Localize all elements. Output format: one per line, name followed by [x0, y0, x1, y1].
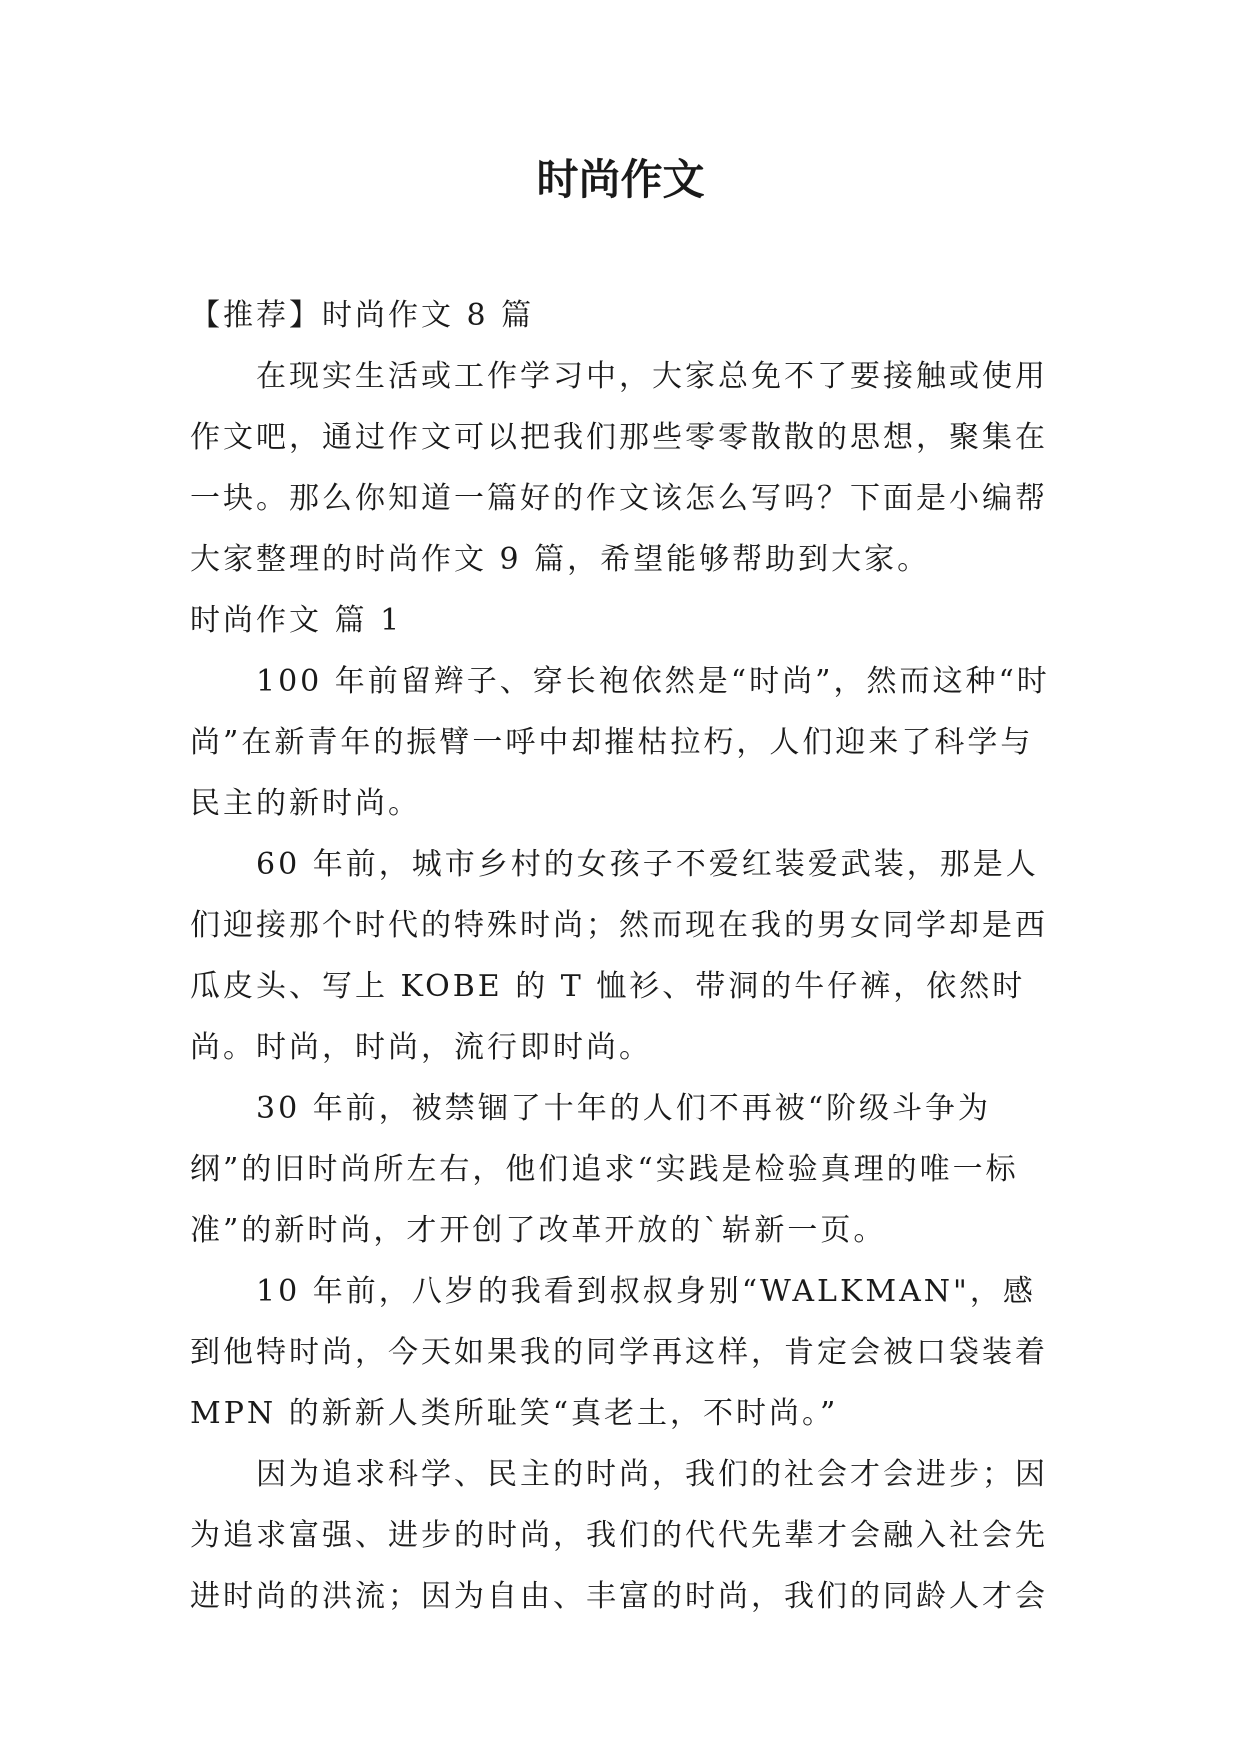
document-subtitle: 【推荐】时尚作文 8 篇 [190, 298, 535, 333]
body-paragraph: 10 年前，八岁的我看到叔叔身别“WALKMAN"，感到他特时尚，今天如果我的同学再这样，肯定会被口袋装着 MPN 的新新人类所耻笑“真老土，不时尚。” [190, 1274, 1048, 1431]
document-body [190, 285, 1050, 1627]
intro-paragraph: 在现实生活或工作学习中，大家总免不了要接触或使用作文吧，通过作文可以把我们那些零零散散的思想，聚集在一块。那么你知道一篇好的作文该怎么写吗？下面是小编帮大家整理的时尚作文 9 篇，希望能够帮助到大家。 [190, 359, 1048, 577]
document-title: 时尚作文 [536, 155, 705, 204]
body-paragraph: 因为追求科学、民主的时尚，我们的社会才会进步；因为追求富强、进步的时尚，我们的代代先辈才会融入社会先进时尚的洪流；因为自由、丰富的时尚，我们的同龄人才会 [190, 1457, 1048, 1614]
section-heading: 时尚作文 篇 1 [190, 603, 403, 638]
body-paragraph: 100 年前留辫子、穿长袍依然是“时尚”，然而这种“时尚”在新青年的振臂一呼中却摧枯拉朽，人们迎来了科学与民主的新时尚。 [190, 664, 1050, 821]
body-paragraph: 60 年前，城市乡村的女孩子不爱红装爱武装，那是人们迎接那个时代的特殊时尚；然而现在我的男女同学却是西瓜皮头、写上 KOBE 的 T 恤衫、带洞的牛仔裤，依然时尚。时尚，时尚，流行即时尚。 [190, 847, 1048, 1065]
body-paragraph: 30 年前，被禁锢了十年的人们不再被“阶级斗争为纲”的旧时尚所左右，他们追求“实践是检验真理的唯一标准”的新时尚，才开创了改革开放的`崭新一页。 [190, 1091, 1019, 1248]
